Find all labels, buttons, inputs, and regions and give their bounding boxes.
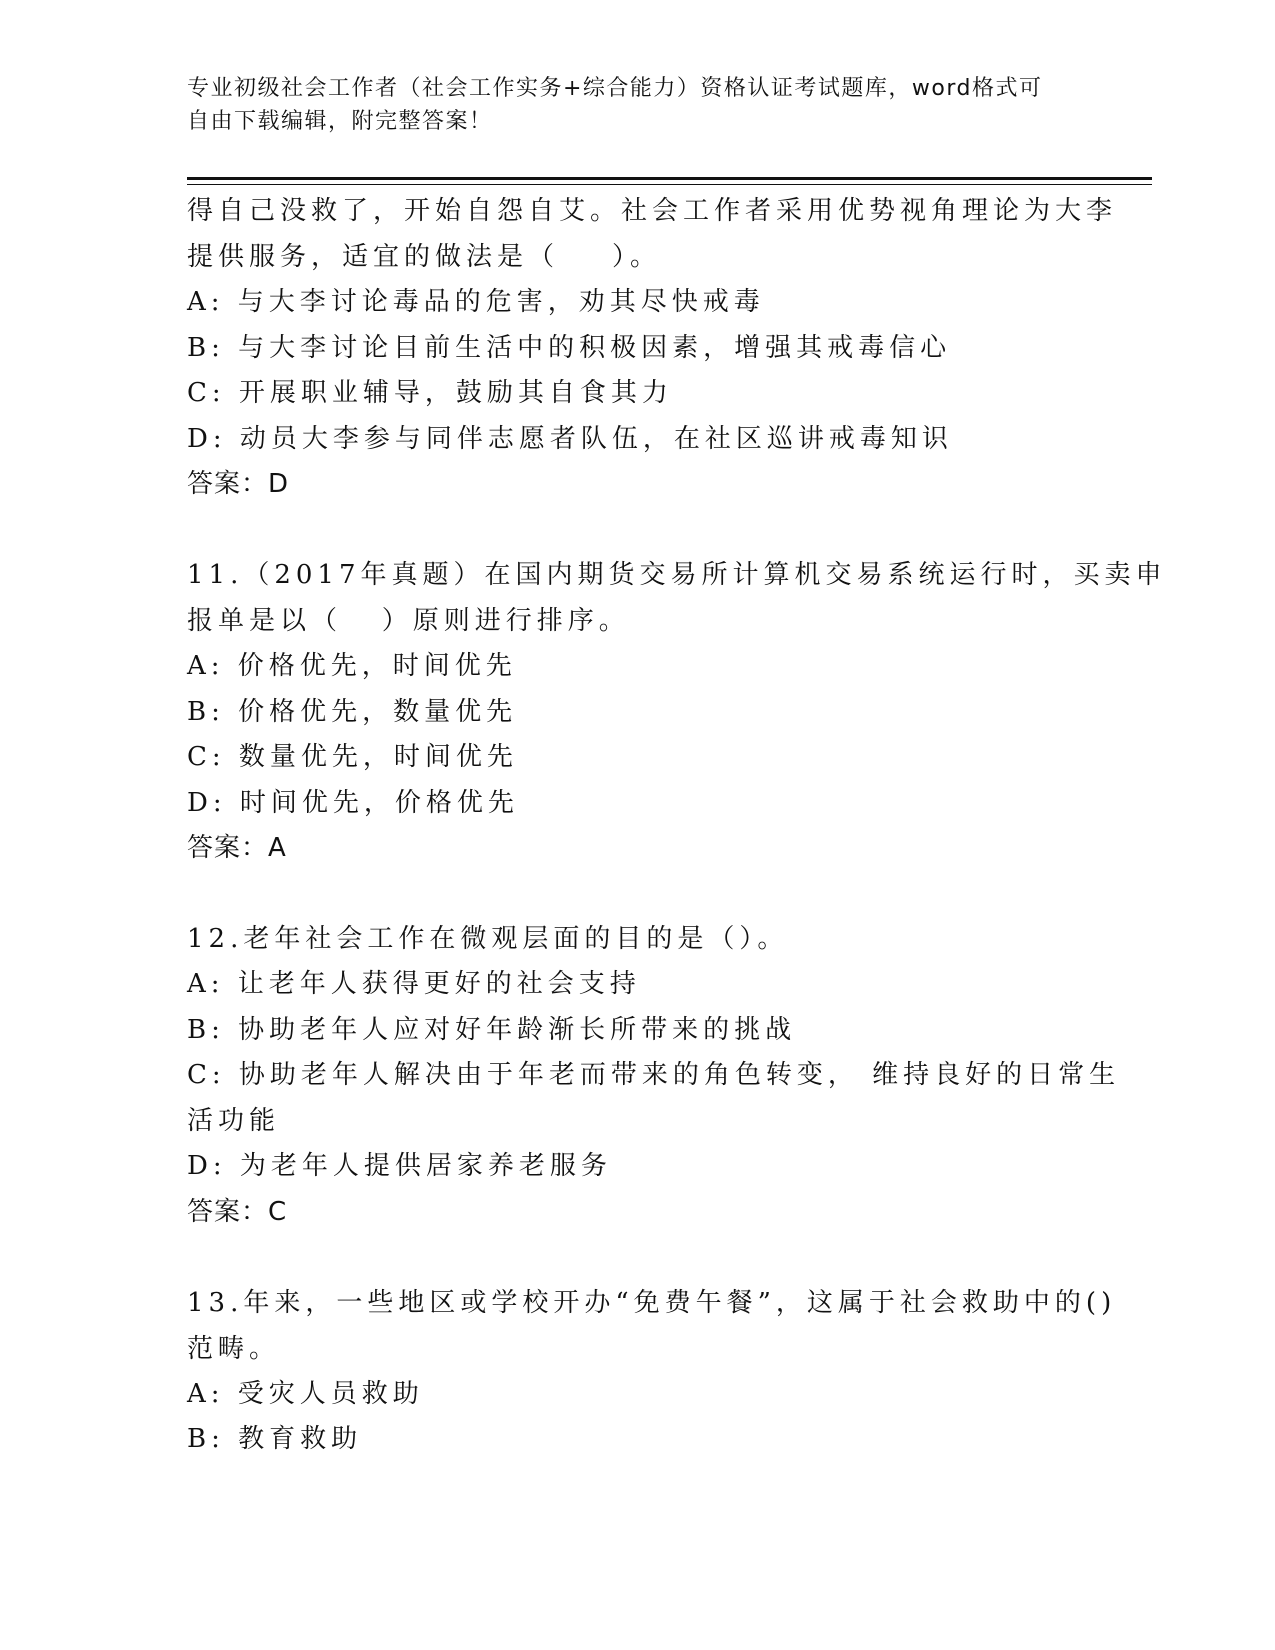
answer-line: 答案：A — [187, 833, 287, 863]
header-divider-thin — [187, 184, 1152, 185]
option-b: B: 与大李讨论目前生活中的积极因素，增强其戒毒信心 — [187, 332, 952, 363]
question-stem-line: 13.年来，一些地区或学校开办“免费午餐”，这属于社会救助中的() — [187, 1287, 1117, 1318]
header-divider-thick — [187, 177, 1152, 180]
option-d: D: 时间优先，价格优先 — [187, 787, 519, 818]
question-stem-line: 得自己没救了，开始自怨自艾。社会工作者采用优势视角理论为大李 — [187, 196, 1118, 226]
answer-line: 答案：D — [187, 469, 290, 499]
option-a: A: 受灾人员救助 — [187, 1378, 424, 1409]
header-line-1: 专业初级社会工作者（社会工作实务+综合能力）资格认证考试题库，word格式可 — [187, 76, 1043, 101]
option-c-continued: 活功能 — [187, 1105, 281, 1136]
question-11 — [187, 552, 1167, 871]
question-spacer — [187, 871, 1087, 916]
question-stem-line: 范畴。 — [187, 1333, 281, 1364]
question-list — [187, 188, 1167, 1463]
option-a: A: 价格优先，时间优先 — [187, 651, 517, 681]
option-b: B: 价格优先，数量优先 — [187, 696, 518, 727]
header-line-2: 自由下载编辑，附完整答案！ — [187, 109, 493, 134]
question-stem-line: 11.（2017年真题）在国内期货交易所计算机交易系统运行时，买卖申 — [187, 560, 1167, 590]
question-spacer — [187, 507, 1087, 552]
option-a: A: 与大李讨论毒品的危害，劝其尽快戒毒 — [187, 287, 765, 317]
option-c: C: 开展职业辅导，鼓励其自食其力 — [187, 378, 673, 408]
page-header — [187, 72, 1087, 138]
answer-line: 答案：C — [187, 1196, 288, 1227]
question-spacer — [187, 1235, 1087, 1280]
option-d: D: 为老年人提供居家养老服务 — [187, 1151, 612, 1181]
question-13 — [187, 1280, 1117, 1463]
option-b: B: 协助老年人应对好年龄渐长所带来的挑战 — [187, 1014, 797, 1045]
option-a: A: 让老年人获得更好的社会支持 — [187, 969, 641, 999]
question-12 — [187, 916, 1121, 1235]
option-b: B: 教育救助 — [187, 1424, 363, 1454]
option-c: C: 协助老年人解决由于年老而带来的角色转变， 维持良好的日常生 — [187, 1060, 1121, 1090]
question-stem-line: 提供服务，适宜的做法是（ ）。 — [187, 242, 662, 272]
question-10 — [187, 188, 1118, 507]
option-d: D: 动员大李参与同伴志愿者队伍，在社区巡讲戒毒知识 — [187, 423, 953, 454]
question-stem-line: 报单是以（ ）原则进行排序。 — [187, 606, 630, 636]
question-stem-line: 12.老年社会工作在微观层面的目的是（）。 — [187, 924, 789, 954]
option-c: C: 数量优先，时间优先 — [187, 742, 518, 772]
